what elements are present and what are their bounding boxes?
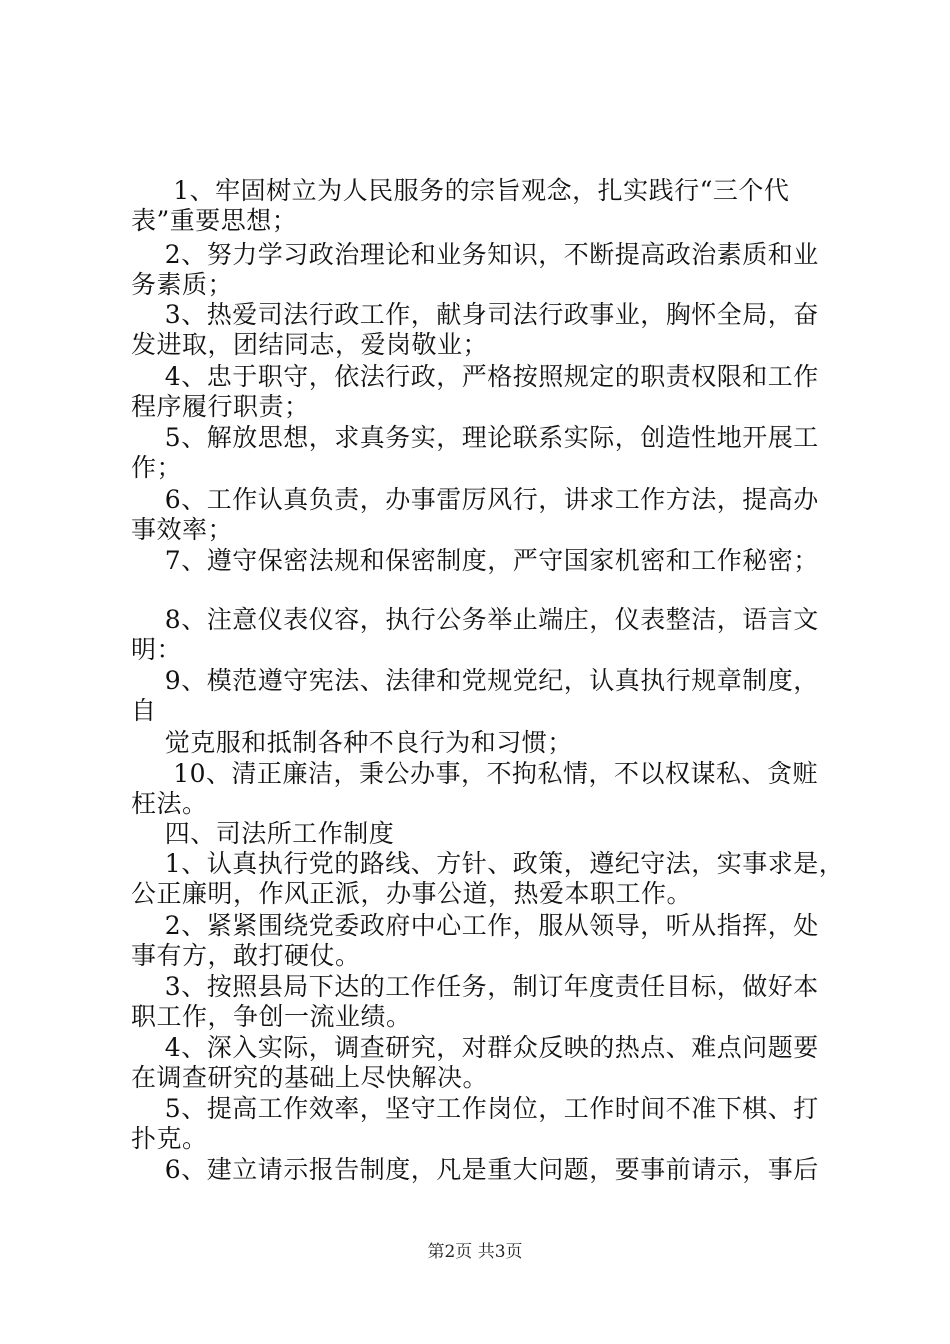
text-line: 5、提高工作效率，坚守工作岗位，工作时间不准下棋、打: [131, 1094, 819, 1123]
text-line: 1、认真执行党的路线、方针、政策，遵纪守法，实事求是，: [131, 849, 845, 878]
text-line: 明：: [131, 635, 183, 664]
text-line: 5、解放思想，求真务实，理论联系实际，创造性地开展工: [131, 423, 819, 452]
text-line: 枉法。: [131, 789, 208, 818]
text-line: 6、建立请示报告制度，凡是重大问题，要事前请示，事后: [131, 1155, 819, 1184]
text-line: 在调查研究的基础上尽快解决。: [131, 1063, 489, 1092]
text-line: 事效率；: [131, 515, 234, 544]
text-line: 务素质；: [131, 270, 234, 299]
text-line: 3、热爱司法行政工作，献身司法行政事业，胸怀全局，奋: [131, 300, 819, 329]
text-line: 6、工作认真负责，办事雷厉风行，讲求工作方法，提高办: [131, 485, 819, 514]
text-line: 3、按照县局下达的工作任务，制订年度责任目标，做好本: [131, 972, 819, 1001]
text-line: 觉克服和抵制各种不良行为和习惯；: [131, 728, 573, 757]
section-heading: 四、司法所工作制度: [131, 819, 395, 848]
text-line: 4、忠于职守，依法行政，严格按照规定的职责权限和工作: [131, 362, 819, 391]
text-line: 公正廉明，作风正派，办事公道，热爱本职工作。: [131, 879, 693, 908]
text-line: 职工作，争创一流业绩。: [131, 1002, 412, 1031]
text-line: 表”重要思想；: [131, 206, 298, 235]
text-line: 4、深入实际，调查研究，对群众反映的热点、难点问题要: [131, 1033, 819, 1062]
text-line: 自: [131, 696, 157, 725]
text-line: 2、努力学习政治理论和业务知识，不断提高政治素质和业: [131, 240, 819, 269]
text-line: 7、遵守保密法规和保密制度，严守国家机密和工作秘密；: [131, 546, 819, 575]
text-line: 程序履行职责；: [131, 392, 310, 421]
text-line: 扑克。: [131, 1124, 208, 1153]
text-line: 发进取，团结同志，爱岗敬业；: [131, 330, 489, 359]
text-line: 2、紧紧围绕党委政府中心工作，服从领导，听从指挥，处: [131, 911, 819, 940]
text-line: 10、清正廉洁，秉公办事，不拘私情，不以权谋私、贪赃: [131, 759, 819, 788]
text-line: 作；: [131, 453, 183, 482]
text-line: 事有方，敢打硬仗。: [131, 941, 361, 970]
text-line: 9、模范遵守宪法、法律和党规党纪，认真执行规章制度，: [131, 666, 819, 695]
text-line: 8、注意仪表仪容，执行公务举止端庄，仪表整洁，语言文: [131, 605, 819, 634]
page-number: 第2页 共3页: [427, 1242, 523, 1262]
text-line: 1、牢固树立为人民服务的宗旨观念，扎实践行“三个代: [131, 176, 790, 205]
